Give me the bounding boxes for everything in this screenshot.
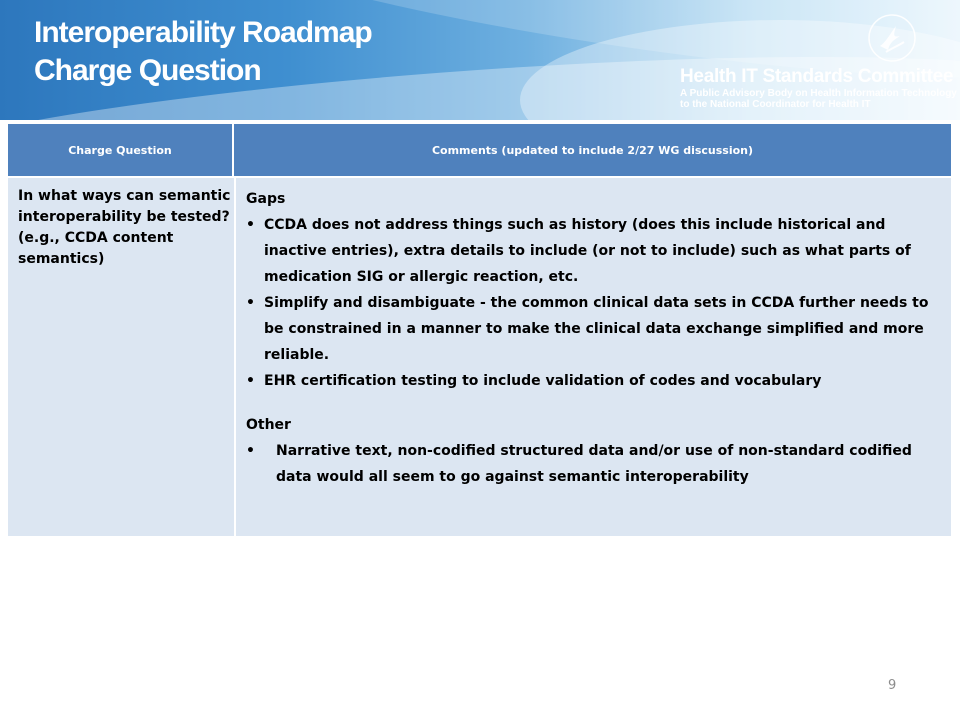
- other-item: • Narrative text, non-codified structured data and/or use of non-standard codified data would all seem to go against semantic interoperability: [246, 438, 937, 490]
- org-tagline-line-2: to the National Coordinator for Health IT: [680, 99, 871, 110]
- org-tagline-line-1: A Public Advisory Body on Health Information Technology: [680, 88, 957, 99]
- gaps-list: [246, 212, 937, 394]
- header-banner: [0, 0, 960, 120]
- question-cell: In what ways can semantic interoperability be tested? (e.g., CCDA content semantics): [8, 178, 236, 536]
- title-line-1: Interoperability Roadmap: [34, 16, 372, 49]
- title-line-2: Charge Question: [34, 54, 261, 87]
- page-number: 9: [888, 678, 897, 693]
- table-header-row: [8, 124, 951, 176]
- org-name: Health IT Standards Committee: [680, 66, 954, 87]
- charge-question-table: [8, 124, 951, 536]
- gap-item: • Simplify and disambiguate - the common clinical data sets in CCDA further needs to be constrained in a manner to make the clinical data exchange simplified and more reliable.: [246, 290, 937, 368]
- org-tagline: [680, 88, 957, 110]
- gap-item: • CCDA does not address things such as history (does this include historical and inactive entries), extra details to include (or not to include) such as what parts of medication SIG or allergic reaction, etc.: [246, 212, 937, 290]
- gap-item: • EHR certification testing to include validation of codes and vocabulary: [246, 368, 937, 394]
- table-row: [8, 176, 951, 536]
- gaps-heading: Gaps: [246, 191, 286, 207]
- other-heading: Other: [246, 417, 291, 433]
- comments-cell: [236, 178, 951, 536]
- hhs-eagle-logo-icon: [866, 12, 918, 64]
- slide-title: [34, 14, 372, 90]
- column-header-charge-question: Charge Question: [8, 124, 234, 176]
- column-header-comments: Comments (updated to include 2/27 WG discussion): [431, 143, 754, 157]
- other-list: [246, 438, 937, 490]
